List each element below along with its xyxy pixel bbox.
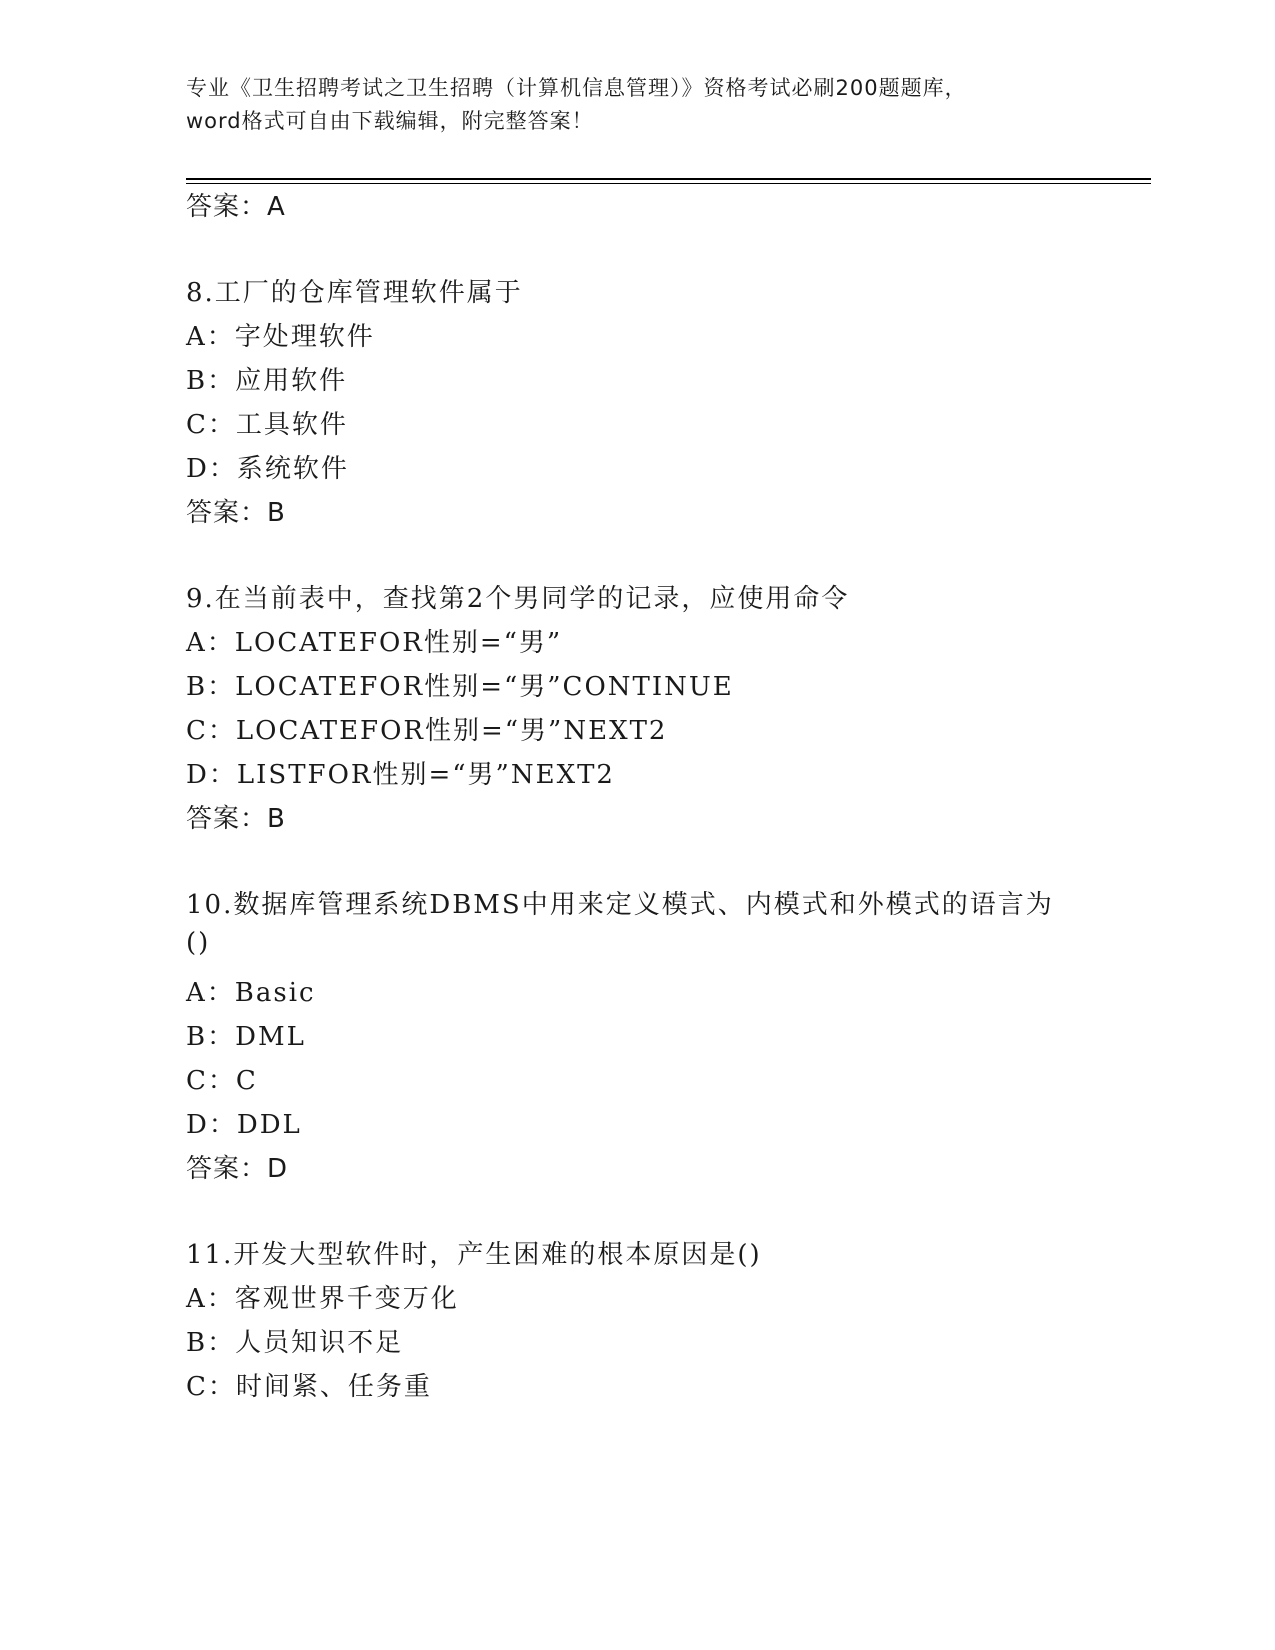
- option-b: B：人员知识不足: [186, 1328, 404, 1358]
- option-c: C：C: [186, 1066, 258, 1096]
- question-stem: 9.在当前表中，查找第2个男同学的记录，应使用命令: [186, 584, 850, 614]
- option-d: D：LISTFOR性别=“男”NEXT2: [186, 760, 615, 790]
- option-a: A：LOCATEFOR性别=“男”: [186, 628, 563, 658]
- answer-line: 答案：B: [186, 804, 286, 834]
- option-b: B：DML: [186, 1022, 306, 1052]
- option-d: D：系统软件: [186, 454, 349, 484]
- option-b: B：LOCATEFOR性别=“男”CONTINUE: [186, 672, 734, 702]
- option-a: A：Basic: [186, 978, 316, 1008]
- answer-line: 答案：B: [186, 498, 286, 528]
- option-b: B：应用软件: [186, 366, 348, 396]
- option-a: A：字处理软件: [186, 322, 375, 352]
- option-c: C：工具软件: [186, 410, 348, 440]
- question-stem: 10.数据库管理系统DBMS中用来定义模式、内模式和外模式的语言为: [186, 890, 1054, 920]
- header-line-2: word格式可自由下载编辑，附完整答案！: [186, 109, 594, 133]
- header-line-1: 专业《卫生招聘考试之卫生招聘（计算机信息管理）》资格考试必刷200题题库，: [186, 76, 967, 100]
- question-stem: 11.开发大型软件时，产生困难的根本原因是(): [186, 1240, 762, 1270]
- option-d: D：DDL: [186, 1110, 302, 1140]
- option-a: A：客观世界千变万化: [186, 1284, 459, 1314]
- option-c: C：时间紧、任务重: [186, 1372, 432, 1402]
- answer-line: 答案：D: [186, 1154, 289, 1184]
- question-stem: 8.工厂的仓库管理软件属于: [186, 278, 523, 308]
- question-stem-continuation: (): [186, 928, 211, 958]
- answer-line: 答案：A: [186, 192, 286, 222]
- document-header: [186, 72, 1086, 138]
- option-c: C：LOCATEFOR性别=“男”NEXT2: [186, 716, 668, 746]
- header-divider-thin: [186, 183, 1151, 184]
- header-divider-thick: [186, 178, 1151, 180]
